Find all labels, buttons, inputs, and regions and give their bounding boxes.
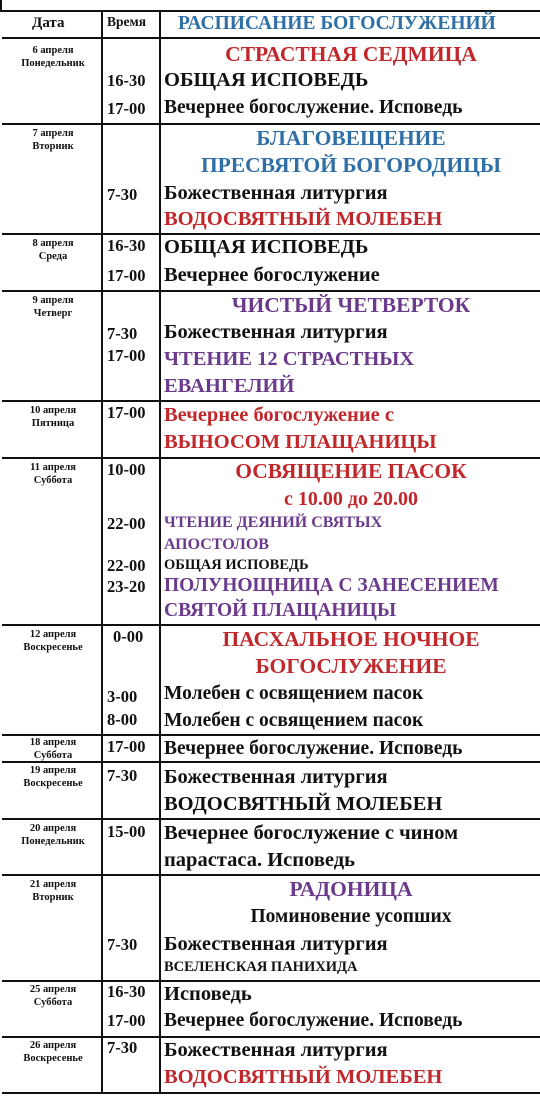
row-text: Вечернее богослужение bbox=[164, 264, 380, 286]
row-text: Вечернее богослужение с bbox=[164, 404, 394, 426]
row-time: 17-00 bbox=[107, 99, 146, 118]
row-heading: БОГОСЛУЖЕНИЕ bbox=[255, 654, 447, 678]
row-time: 17-00 bbox=[107, 403, 146, 422]
row-text: ВОДОСВЯТНЫЙ МОЛЕБЕН bbox=[164, 1066, 443, 1088]
page-title: РАСПИСАНИЕ БОГОСЛУЖЕНИЙ bbox=[178, 13, 496, 34]
row-time: 16-30 bbox=[107, 982, 146, 1001]
row-time: 22-00 bbox=[107, 514, 146, 533]
row-time: 10-00 bbox=[107, 460, 146, 479]
row-text: ВСЕЛЕНСКАЯ ПАНИХИДА bbox=[164, 959, 358, 975]
row-date: 18 апреля Суббота bbox=[29, 737, 77, 761]
row-text: ЕВАНГЕЛИЙ bbox=[164, 375, 295, 397]
row-text: Божественная литургия bbox=[164, 933, 388, 955]
row-time: 23-20 bbox=[107, 577, 146, 596]
row-text: Молебен с освящением пасок bbox=[164, 710, 424, 731]
row-text: ОБЩАЯ ИСПОВЕДЬ bbox=[164, 236, 369, 258]
row-date: 11 апреля Суббота bbox=[30, 462, 76, 486]
header-date: Дата bbox=[32, 15, 65, 31]
row-time: 16-30 bbox=[107, 236, 146, 255]
row-text: Вечернее богослужение. Исповедь bbox=[164, 1010, 463, 1031]
row-time: 3-00 bbox=[107, 687, 138, 706]
row-time: 7-30 bbox=[107, 766, 138, 785]
row-text: ЧТЕНИЕ ДЕЯНИЙ СВЯТЫХ bbox=[164, 514, 383, 531]
row-date: 26 апреля Воскресенье bbox=[23, 1040, 83, 1064]
row-time: 7-30 bbox=[107, 1038, 138, 1057]
row-date: 10 апреля Пятница bbox=[29, 405, 77, 429]
row-text: Божественная литургия bbox=[164, 1039, 388, 1061]
row-time: 17-00 bbox=[107, 737, 146, 756]
row-date: 19 апреля Воскресенье bbox=[23, 765, 83, 789]
row-date: 8 апреля Среда bbox=[32, 238, 74, 262]
row-date: 9 апреля Четверг bbox=[32, 295, 74, 319]
row-time: 15-00 bbox=[107, 822, 146, 841]
row-heading: ПАСХАЛЬНОЕ НОЧНОЕ bbox=[222, 627, 480, 651]
row-heading: СТРАСТНАЯ СЕДМИЦА bbox=[225, 42, 477, 66]
row-heading: БЛАГОВЕЩЕНИЕ bbox=[256, 126, 446, 150]
row-text: Божественная литургия bbox=[164, 321, 388, 343]
row-time: 16-30 bbox=[107, 71, 146, 90]
row-text: Божественная литургия bbox=[164, 182, 388, 204]
row-text: парастаса. Исповедь bbox=[164, 849, 355, 871]
row-text: Молебен с освящением пасок bbox=[164, 683, 424, 704]
row-heading: ПРЕСВЯТОЙ БОГОРОДИЦЫ bbox=[200, 153, 502, 177]
row-time: 8-00 bbox=[107, 710, 138, 729]
row-time: 17-00 bbox=[107, 266, 146, 285]
row-time: 17-00 bbox=[107, 1011, 146, 1030]
row-time: 7-30 bbox=[107, 935, 138, 954]
header-time: Время bbox=[107, 14, 147, 29]
row-date: 20 апреля Понедельник bbox=[21, 823, 85, 847]
row-text: ОБЩАЯ ИСПОВЕДЬ bbox=[164, 557, 309, 573]
row-heading: с 10.00 до 20.00 bbox=[284, 488, 418, 510]
row-time: 22-00 bbox=[107, 556, 146, 575]
row-text: ВОДОСВЯТНЫЙ МОЛЕБЕН bbox=[164, 208, 443, 230]
row-date: 6 апреля Понедельник bbox=[21, 45, 85, 69]
row-text: ЧТЕНИЕ 12 СТРАСТНЫХ bbox=[164, 348, 415, 370]
row-text: Божественная литургия bbox=[164, 766, 388, 788]
row-text: Вечернее богослужение. Исповедь bbox=[164, 738, 463, 759]
row-date: 7 апреля Вторник bbox=[32, 128, 74, 152]
row-text: ВЫНОСОМ ПЛАЩАНИЦЫ bbox=[164, 431, 437, 453]
row-time: 17-00 bbox=[107, 346, 146, 365]
row-heading: ЧИСТЫЙ ЧЕТВЕРТОК bbox=[231, 293, 471, 317]
row-heading: Поминовение усопших bbox=[250, 906, 452, 927]
row-heading: ОСВЯЩЕНИЕ ПАСОК bbox=[235, 459, 467, 483]
row-text: АПОСТОЛОВ bbox=[164, 536, 269, 553]
row-text: Исповедь bbox=[164, 983, 252, 1005]
row-text: ВОДОСВЯТНЫЙ МОЛЕБЕН bbox=[164, 793, 443, 815]
row-date: 21 апреля Вторник bbox=[29, 879, 77, 903]
row-text: Вечернее богослужение. Исповедь bbox=[164, 97, 463, 118]
row-text: ПОЛУНОЩНИЦА С ЗАНЕСЕНИЕМ bbox=[164, 575, 499, 596]
row-date: 25 апреля Суббота bbox=[29, 984, 77, 1008]
row-time: 7-30 bbox=[107, 185, 138, 204]
row-heading: РАДОНИЦА bbox=[289, 877, 413, 901]
row-date: 12 апреля Воскресенье bbox=[23, 629, 83, 653]
row-time: 0-00 bbox=[113, 627, 144, 646]
row-time: 7-30 bbox=[107, 324, 138, 343]
row-text: СВЯТОЙ ПЛАЩАНИЦЫ bbox=[164, 600, 397, 621]
row-text: Вечернее богослужение с чином bbox=[164, 822, 459, 844]
row-text: ОБЩАЯ ИСПОВЕДЬ bbox=[164, 69, 369, 91]
